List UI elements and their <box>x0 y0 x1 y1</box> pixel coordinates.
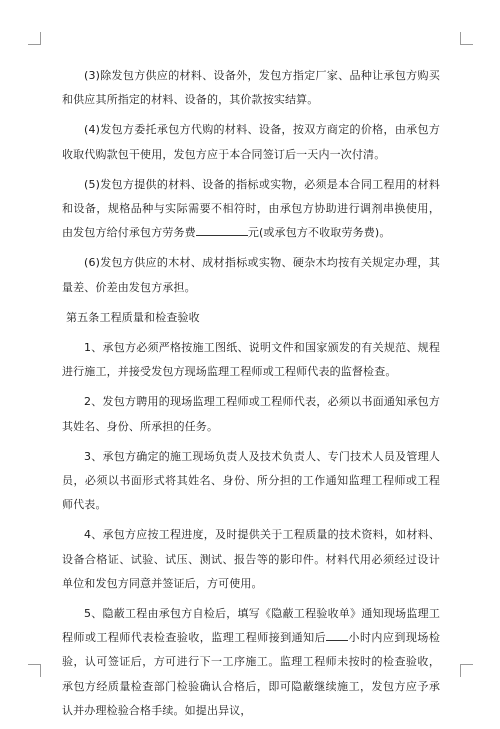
paragraph-construction-spec: 1、承包方必须严格按施工图纸、说明文件和国家颁发的有关规范、规程进行施工，并接受发包方现场监理工程师或工程师代表的监督检查。 <box>62 341 440 379</box>
paragraph-engineer-notice: 2、发包方聘用的现场监理工程师或工程师代表，必须以书面通知承包方其姓名、身份、所承担的任务。 <box>62 395 440 433</box>
document-body <box>62 64 440 729</box>
section-heading-quality: 第五条工程质量和检查验收 <box>66 310 200 324</box>
paragraph-labor-fee <box>62 173 440 246</box>
crop-mark-top-right <box>460 32 473 45</box>
crop-mark-bottom-right <box>460 664 473 677</box>
paragraph-concealed-works <box>62 602 440 723</box>
paragraph-site-staff: 3、承包方确定的施工现场负责人及技术负责人、专门技术人员及管理人员，必须以书面形式将其姓名、身份、所分担的工作通知监理工程师或工程师代表。 <box>62 449 440 512</box>
labor-fee-blank <box>196 221 248 236</box>
crop-mark-top-left <box>28 32 41 45</box>
paragraph-concealed-works-tail: 小时内应到现场检验，认可签证后，方可进行下一工序施工。监理工程师未按时的检查验收，承包方经质量检查部门检验确认合格后，即可隐蔽继续施工，发包方应予承认并办理检验合格手续。如提出异议， <box>62 631 440 717</box>
paragraph-concealed-works-text: 5、隐蔽工程由承包方自检后，填写《隐蔽工程验收单》通知现场监理工程师或工程师代表检查验收，监理工程师接到通知后 <box>62 607 440 645</box>
paragraph-labor-fee-text: (5)发包方提供的材料、设备的指标或实物，必须是本合同工程用的材料和设备，规格品种与实际需要不相符时，由承包方协助进行调剂串换使用，由发包方给付承包方劳务费 <box>62 177 440 240</box>
paragraph-timber-supply: (6)发包方供应的木材、成材指标或实物、硬杂木均按有关规定办理，其量差、价差由发包方承担。 <box>62 256 440 294</box>
inspection-hours-blank <box>326 626 348 641</box>
paragraph-purchase-agency: (4)发包方委托承包方代购的材料、设备，按双方商定的价格，由承包方收取代购款包干使用，发包方应于本合同签订后一天内一次付清。 <box>62 123 440 161</box>
paragraph-labor-fee-tail: 元(或承包方不收取劳务费)。 <box>247 226 391 240</box>
paragraph-material-pricing: (3)除发包方供应的材料、设备外，发包方指定厂家、品种让承包方购买和供应其所指定的材料、设备的，其价款按实结算。 <box>62 69 440 107</box>
crop-mark-bottom-left <box>28 664 41 677</box>
paragraph-technical-docs: 4、承包方应按工程进度，及时提供关于工程质量的技术资料，如材料、设备合格证、试验、试压、测试、报告等的影印件。材料代用必须经过设计单位和发包方同意并签证后，方可使用。 <box>62 528 440 590</box>
